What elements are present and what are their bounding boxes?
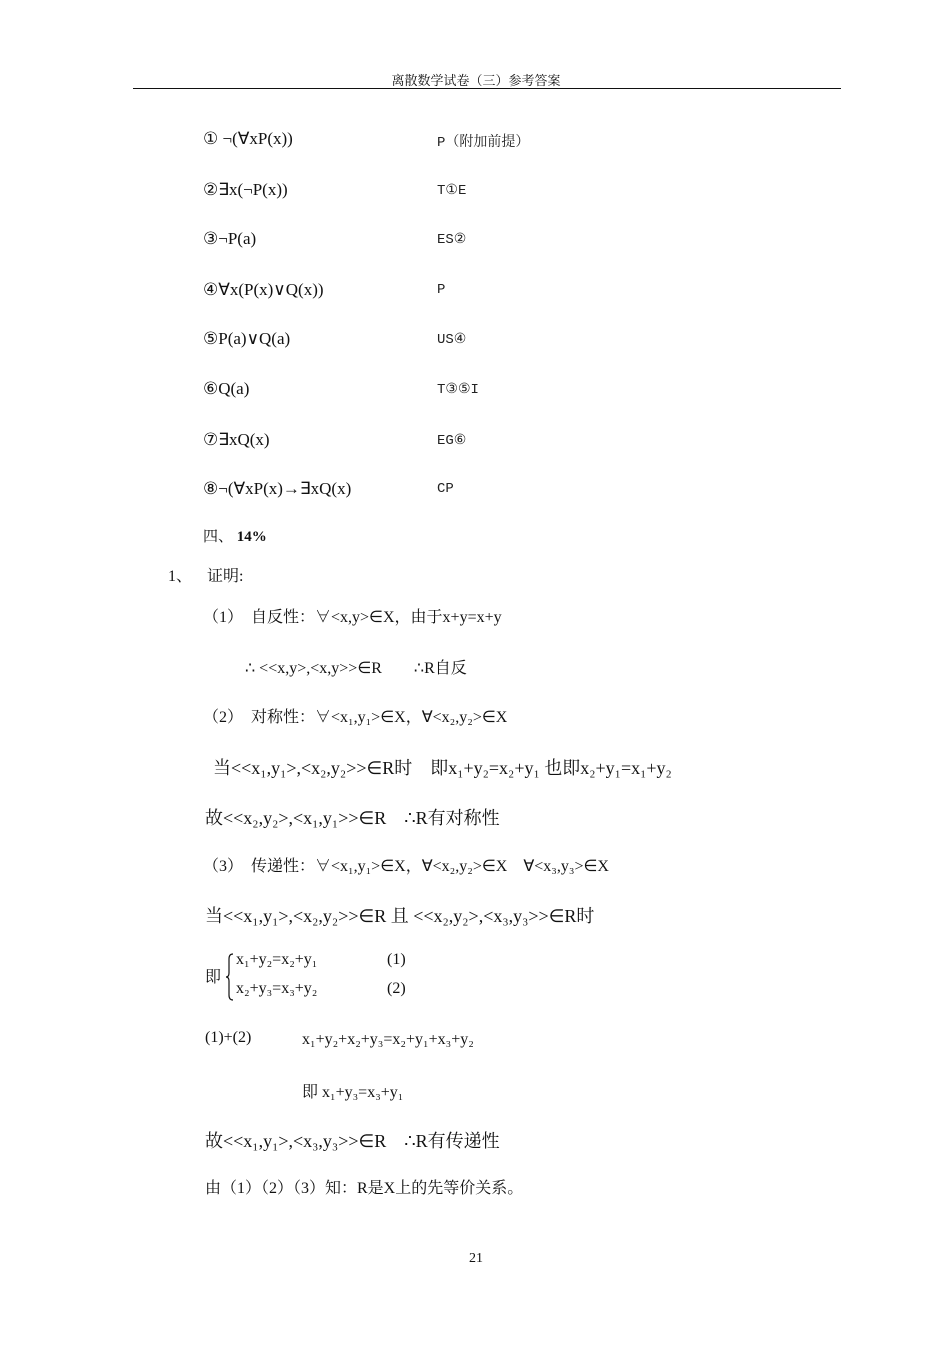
proof-step-5-expr: ⑤P(a)∨Q(a) <box>203 329 291 348</box>
proof-step-1-expr: ① ¬(∀xP(x)) <box>203 129 293 148</box>
problem-title: 证明: <box>207 568 244 585</box>
proof-step-6-expr: ⑥Q(a) <box>203 379 250 398</box>
proof-step-3-expr: ③¬P(a) <box>203 229 257 248</box>
sum-label: (1)+(2) <box>205 1029 252 1046</box>
sum-result: 即 x₁+y₃=x₃+y₁ <box>302 1084 404 1101</box>
equation-1: x₁+y₂=x₂+y₁ <box>236 951 318 968</box>
equation-2-tag: (2) <box>387 980 406 997</box>
page-number: 21 <box>469 1251 483 1266</box>
final-conclusion: 由（1）（2）（3）知：R是X上的先等价关系。 <box>205 1180 524 1197</box>
proof-step-4-just: P <box>437 282 446 298</box>
proof-step-2-just: T①E <box>437 183 467 199</box>
problem-number: 1、 <box>168 568 193 585</box>
transitive-condition: 当<<x₁,y₁>,<x₂,y₂>>∈R 且 <<x₂,y₂>,<x₃,y₃>>∈R时 <box>205 906 595 926</box>
equation-2: x₂+y₃=x₃+y₂ <box>236 980 318 997</box>
transitive-heading: （3） 传递性：∀<x₁,y₁>∈X，∀<x₂,y₂>∈X ∀<x₃,y₃>∈X <box>203 858 609 875</box>
reflexive-heading: （1） 自反性：∀<x,y>∈X，由于x+y=x+y <box>203 609 502 626</box>
proof-step-2-expr: ②∃x(¬P(x)) <box>203 180 288 199</box>
proof-step-6-just: T③⑤I <box>437 382 479 398</box>
reflexive-conclusion: ∴ <<x,y>,<x,y>>∈R ∴R自反 <box>245 660 467 677</box>
proof-step-4-expr: ④∀x(P(x)∨Q(x)) <box>203 280 324 299</box>
proof-step-8-just: CP <box>437 481 454 497</box>
ji-label: 即 <box>205 969 222 986</box>
header-rule <box>133 88 841 89</box>
proof-step-5-just: US④ <box>437 332 467 348</box>
sum-expression: x₁+y₂+x₂+y₃=x₂+y₁+x₃+y₂ <box>302 1031 474 1048</box>
symmetric-conclusion: 故<<x₂,y₂>,<x₁,y₁>>∈R ∴R有对称性 <box>205 808 500 828</box>
section-percent: 14% <box>236 529 267 545</box>
proof-step-7-just: EG⑥ <box>437 433 467 449</box>
section-number: 四、 <box>203 529 234 545</box>
page-header-title: 离散数学试卷（三）参考答案 <box>391 74 561 89</box>
proof-step-8-expr: ⑧¬(∀xP(x)→∃xQ(x) <box>203 479 352 498</box>
equation-1-tag: (1) <box>387 951 406 968</box>
symmetric-condition: 当<<x₁,y₁>,<x₂,y₂>>∈R时 即x₁+y₂=x₂+y₁ 也即x₂+y₁=x₁+y₂ <box>213 758 672 778</box>
transitive-conclusion: 故<<x₁,y₁>,<x₃,y₃>>∈R ∴R有传递性 <box>205 1131 500 1151</box>
proof-step-1-just: P（附加前提） <box>437 135 530 151</box>
symmetric-heading: （2） 对称性：∀<x₁,y₁>∈X，∀<x₂,y₂>∈X <box>203 709 508 726</box>
proof-step-7-expr: ⑦∃xQ(x) <box>203 430 270 449</box>
proof-step-3-just: ES② <box>437 232 467 248</box>
brace-icon <box>226 953 234 1001</box>
section-heading <box>203 525 267 546</box>
